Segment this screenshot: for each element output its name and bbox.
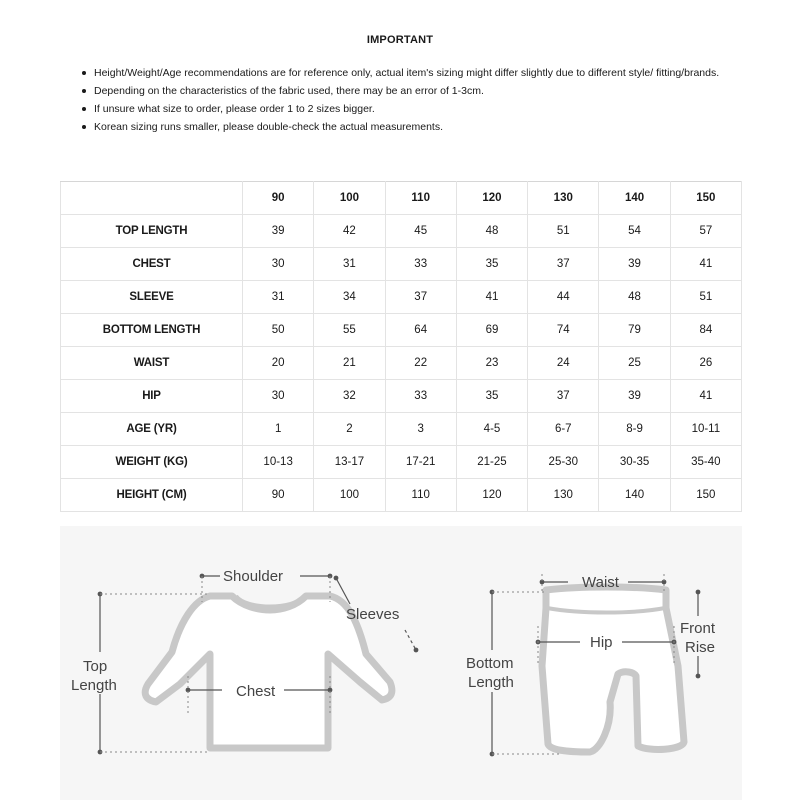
front-rise-label-line1: Front xyxy=(680,620,716,637)
row-label-cell: CHEST xyxy=(61,248,243,281)
size-header-cell: 150 xyxy=(670,182,741,215)
table-row xyxy=(61,248,742,281)
value-cell: 44 xyxy=(528,281,599,314)
value-cell: 4-5 xyxy=(456,413,527,446)
value-cell: 25-30 xyxy=(528,446,599,479)
value-cell: 57 xyxy=(670,215,741,248)
value-cell: 22 xyxy=(385,347,456,380)
size-header-cell: 120 xyxy=(456,182,527,215)
sleeves-label: Sleeves xyxy=(346,606,400,623)
note-item: Korean sizing runs smaller, please double-check the actual measurements. xyxy=(80,118,740,136)
row-label-cell: HEIGHT (CM) xyxy=(61,479,243,512)
value-cell: 1 xyxy=(243,413,314,446)
value-cell: 6-7 xyxy=(528,413,599,446)
value-cell: 35 xyxy=(456,248,527,281)
row-label-cell: AGE (YR) xyxy=(61,413,243,446)
value-cell: 39 xyxy=(599,248,670,281)
shoulder-label: Shoulder xyxy=(223,568,284,585)
front-rise-label-line2: Rise xyxy=(685,639,716,656)
row-label-cell: TOP LENGTH xyxy=(61,215,243,248)
value-cell: 32 xyxy=(314,380,385,413)
size-header-cell: 130 xyxy=(528,182,599,215)
table-header-row xyxy=(61,182,742,215)
page-title: IMPORTANT xyxy=(366,34,434,46)
size-header-cell: 100 xyxy=(314,182,385,215)
table-row xyxy=(61,413,742,446)
top-length-label-line2: Length xyxy=(71,677,117,694)
value-cell: 35-40 xyxy=(670,446,741,479)
chest-label: Chest xyxy=(236,683,276,700)
value-cell: 41 xyxy=(670,248,741,281)
value-cell: 150 xyxy=(670,479,741,512)
table-corner-cell xyxy=(61,182,243,215)
hip-label: Hip xyxy=(590,634,613,651)
value-cell: 51 xyxy=(528,215,599,248)
row-label-cell: WAIST xyxy=(61,347,243,380)
value-cell: 17-21 xyxy=(385,446,456,479)
table-row xyxy=(61,479,742,512)
bottom-garment-illustration xyxy=(542,587,684,752)
value-cell: 84 xyxy=(670,314,741,347)
value-cell: 64 xyxy=(385,314,456,347)
value-cell: 21-25 xyxy=(456,446,527,479)
value-cell: 69 xyxy=(456,314,527,347)
value-cell: 55 xyxy=(314,314,385,347)
value-cell: 37 xyxy=(528,248,599,281)
value-cell: 35 xyxy=(456,380,527,413)
note-item: If unsure what size to order, please order 1 to 2 sizes bigger. xyxy=(80,100,740,118)
size-header-cell: 140 xyxy=(599,182,670,215)
value-cell: 30-35 xyxy=(599,446,670,479)
value-cell: 3 xyxy=(385,413,456,446)
value-cell: 10-13 xyxy=(243,446,314,479)
size-header-cell: 110 xyxy=(385,182,456,215)
table-row xyxy=(61,215,742,248)
table-row xyxy=(61,314,742,347)
table-row xyxy=(61,281,742,314)
value-cell: 31 xyxy=(314,248,385,281)
value-cell: 41 xyxy=(456,281,527,314)
value-cell: 8-9 xyxy=(599,413,670,446)
value-cell: 33 xyxy=(385,380,456,413)
value-cell: 24 xyxy=(528,347,599,380)
waist-label: Waist xyxy=(582,574,619,591)
value-cell: 50 xyxy=(243,314,314,347)
value-cell: 54 xyxy=(599,215,670,248)
value-cell: 100 xyxy=(314,479,385,512)
value-cell: 130 xyxy=(528,479,599,512)
value-cell: 48 xyxy=(456,215,527,248)
value-cell: 74 xyxy=(528,314,599,347)
value-cell: 39 xyxy=(243,215,314,248)
value-cell: 120 xyxy=(456,479,527,512)
bottom-length-label-line1: Bottom xyxy=(466,655,514,672)
value-cell: 41 xyxy=(670,380,741,413)
value-cell: 25 xyxy=(599,347,670,380)
row-label-cell: HIP xyxy=(61,380,243,413)
value-cell: 31 xyxy=(243,281,314,314)
value-cell: 30 xyxy=(243,380,314,413)
value-cell: 26 xyxy=(670,347,741,380)
value-cell: 37 xyxy=(385,281,456,314)
value-cell: 20 xyxy=(243,347,314,380)
value-cell: 42 xyxy=(314,215,385,248)
value-cell: 37 xyxy=(528,380,599,413)
value-cell: 13-17 xyxy=(314,446,385,479)
table-row xyxy=(61,380,742,413)
value-cell: 79 xyxy=(599,314,670,347)
value-cell: 30 xyxy=(243,248,314,281)
value-cell: 90 xyxy=(243,479,314,512)
value-cell: 48 xyxy=(599,281,670,314)
table-row xyxy=(61,347,742,380)
value-cell: 21 xyxy=(314,347,385,380)
note-item: Height/Weight/Age recommendations are for reference only, actual item's sizing might differ slightly due to different style/ fitting/brands. xyxy=(80,64,740,82)
measurement-diagram xyxy=(60,526,742,800)
bottom-length-label-line2: Length xyxy=(468,674,514,691)
value-cell: 33 xyxy=(385,248,456,281)
note-item: Depending on the characteristics of the fabric used, there may be an error of 1-3cm. xyxy=(80,82,740,100)
value-cell: 2 xyxy=(314,413,385,446)
value-cell: 140 xyxy=(599,479,670,512)
top-length-label-line1: Top xyxy=(83,658,108,675)
value-cell: 45 xyxy=(385,215,456,248)
value-cell: 34 xyxy=(314,281,385,314)
value-cell: 23 xyxy=(456,347,527,380)
value-cell: 110 xyxy=(385,479,456,512)
value-cell: 10-11 xyxy=(670,413,741,446)
value-cell: 51 xyxy=(670,281,741,314)
row-label-cell: BOTTOM LENGTH xyxy=(61,314,243,347)
row-label-cell: SLEEVE xyxy=(61,281,243,314)
size-chart-table xyxy=(60,181,742,512)
notes-list xyxy=(80,64,740,136)
table-row xyxy=(61,446,742,479)
row-label-cell: WEIGHT (KG) xyxy=(61,446,243,479)
size-header-cell: 90 xyxy=(243,182,314,215)
value-cell: 39 xyxy=(599,380,670,413)
measurement-diagram-svg xyxy=(60,526,742,800)
